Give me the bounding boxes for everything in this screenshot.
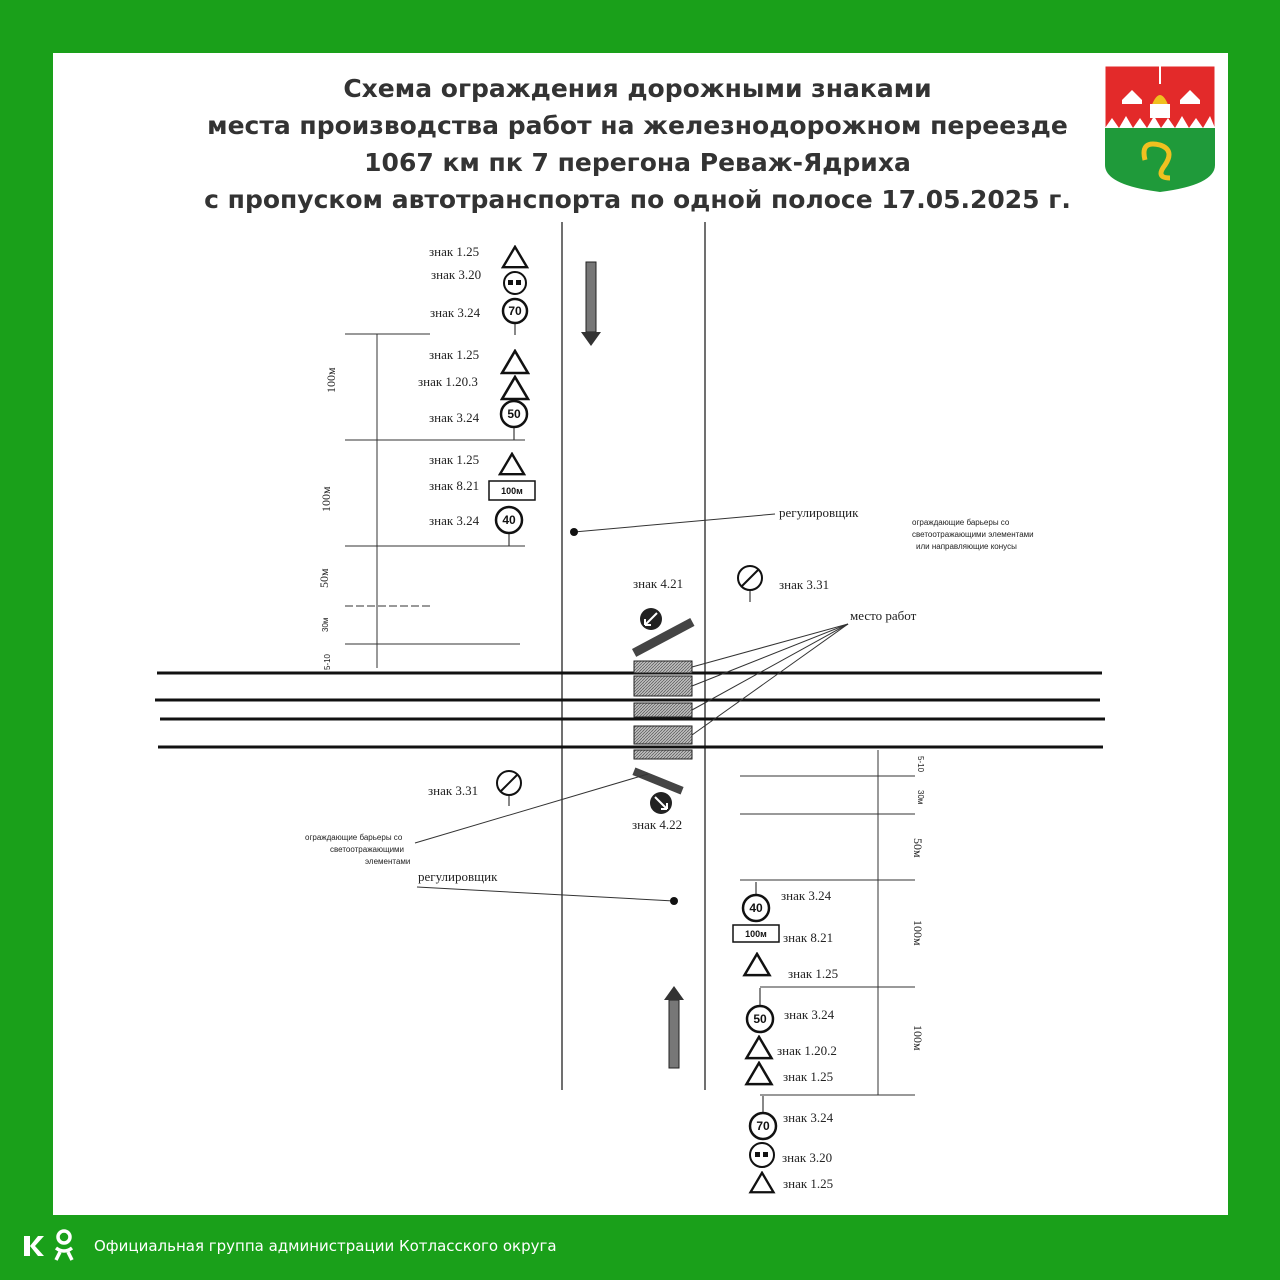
top-dim-2: 100м xyxy=(319,486,333,512)
barriers-top-line-2: светоотражающими элементами xyxy=(912,530,1034,539)
top-sign-label-3: знак 3.24 xyxy=(430,305,481,320)
top-sign-label-9: знак 3.24 xyxy=(429,513,480,528)
top-sign-label-4: знак 1.25 xyxy=(429,347,480,362)
top-sign-label-6: знак 3.24 xyxy=(429,410,480,425)
warning-roadwork-icon-3 xyxy=(500,454,524,474)
arrow-down-icon xyxy=(581,262,601,346)
barriers-bottom-line-3: элементами xyxy=(365,857,411,866)
no-overtaking-icon xyxy=(504,272,526,294)
bottom-sign-label-2: знак 8.21 xyxy=(783,930,834,945)
sign-3-31-icon-top xyxy=(738,566,762,602)
bottom-sign-label-7: знак 3.24 xyxy=(783,1110,834,1125)
barrier-bottom xyxy=(632,768,683,795)
arrow-up-icon xyxy=(664,986,684,1068)
footer xyxy=(22,1226,557,1266)
sign-331-top-label: знак 3.31 xyxy=(779,577,830,592)
work-site-blocks xyxy=(634,661,692,759)
footer-text: Официальная группа администрации Котласского округа xyxy=(94,1237,557,1255)
top-dim-3: 50м xyxy=(317,568,331,588)
regulator-top-label: регулировщик xyxy=(779,505,859,520)
sign-421-label: знак 4.21 xyxy=(633,576,684,591)
work-site-label: место работ xyxy=(850,608,917,623)
sign-422-label: знак 4.22 xyxy=(632,817,683,832)
bottom-dim-2: 30м xyxy=(916,790,925,805)
no-overtaking-icon-b xyxy=(750,1143,774,1167)
title-line-1: Схема ограждения дорожными знаками xyxy=(343,74,932,103)
title-line-4: с пропуском автотранспорта по одной полосе 17.05.2025 г. xyxy=(204,185,1071,214)
title-line-2: места производства работ на железнодорожном переезде xyxy=(207,111,1068,140)
warning-roadwork-icon-2 xyxy=(502,351,528,373)
barriers-top-line-3: или направляющие конусы xyxy=(916,542,1017,551)
plate-text-b: 100м xyxy=(745,929,767,939)
bottom-dim-4: 100м xyxy=(911,920,925,946)
bottom-sign-label-3: знак 1.25 xyxy=(788,966,839,981)
regulator-top-dot xyxy=(570,528,578,536)
regulator-bottom-label: регулировщик xyxy=(418,869,498,884)
top-sign-label-1: знак 1.25 xyxy=(429,244,480,259)
bottom-sign-label-9: знак 1.25 xyxy=(783,1176,834,1191)
speed-50-text: 50 xyxy=(507,407,521,421)
top-dim-5: 5-10 xyxy=(323,653,332,670)
barriers-bottom-line-2: светоотражающими xyxy=(330,845,405,854)
top-signs-group xyxy=(489,247,535,546)
bottom-dim-1: 5-10 xyxy=(916,756,925,773)
barriers-bottom-line-1: ограждающие барьеры со xyxy=(305,833,403,842)
bottom-sign-label-5: знак 1.20.2 xyxy=(777,1043,837,1058)
social-icons xyxy=(22,1228,78,1264)
warning-roadwork-icon-b1 xyxy=(745,954,770,975)
warning-roadwork-icon-b3 xyxy=(751,1173,774,1192)
bottom-dim-3: 50м xyxy=(911,838,925,858)
bottom-dim-5: 100м xyxy=(911,1025,925,1051)
top-sign-label-8: знак 8.21 xyxy=(429,478,480,493)
vk-logo-icon[interactable] xyxy=(24,1236,44,1256)
warning-roadwork-icon xyxy=(503,247,527,267)
bottom-sign-label-4: знак 3.24 xyxy=(784,1007,835,1022)
warning-roadwork-icon-b2 xyxy=(747,1063,772,1084)
bottom-sign-label-6: знак 1.25 xyxy=(783,1069,834,1084)
railway-tracks xyxy=(155,673,1105,747)
sign-4-22-icon xyxy=(650,792,672,814)
coat-of-arms-icon xyxy=(1105,66,1215,192)
bottom-sign-label-8: знак 3.20 xyxy=(782,1150,833,1165)
speed-50-text-b: 50 xyxy=(753,1012,767,1026)
regulator-bottom-dot xyxy=(670,897,678,905)
leader-lines xyxy=(415,514,848,901)
speed-40-text-b: 40 xyxy=(749,901,763,915)
top-dim-1: 100м xyxy=(324,367,338,393)
speed-40-text: 40 xyxy=(502,513,516,527)
title-line-3: 1067 км пк 7 перегона Реваж-Ядриха xyxy=(364,148,911,177)
road-narrows-icon-b xyxy=(747,1037,772,1058)
barriers-top-line-1: ограждающие барьеры со xyxy=(912,518,1010,527)
top-sign-label-2: знак 3.20 xyxy=(431,267,482,282)
sign-3-31-icon-bottom xyxy=(497,771,521,806)
sign-331-bottom-label: знак 3.31 xyxy=(428,783,479,798)
road-narrows-icon xyxy=(502,377,528,399)
speed-70-text-b: 70 xyxy=(756,1119,770,1133)
sign-4-21-icon xyxy=(640,608,662,630)
top-sign-label-7: знак 1.25 xyxy=(429,452,480,467)
top-dim-4: 30м xyxy=(321,617,330,632)
top-sign-label-5: знак 1.20.3 xyxy=(418,374,478,389)
bottom-sign-label-1: знак 3.24 xyxy=(781,888,832,903)
speed-70-text: 70 xyxy=(508,304,522,318)
plate-text: 100м xyxy=(501,486,523,496)
ok-logo-icon[interactable] xyxy=(56,1231,72,1260)
